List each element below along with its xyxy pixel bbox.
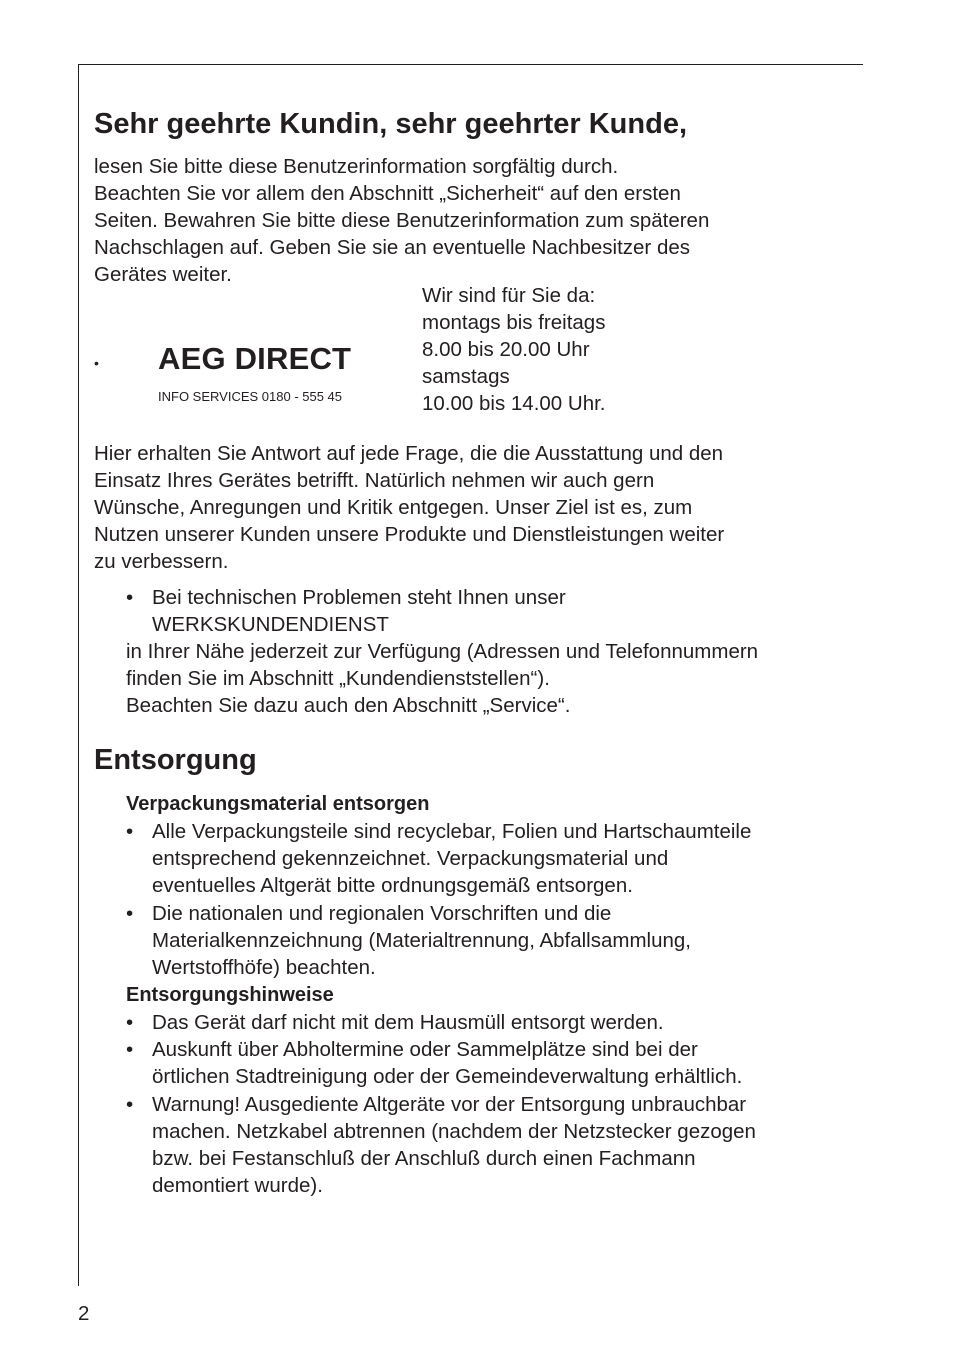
hours-line: montags bis freitags — [422, 311, 606, 334]
list-bullet: • — [126, 1011, 134, 1034]
list-item-line: Materialkennzeichnung (Materialtrennung, Abfallsammlung, — [152, 929, 691, 952]
list-item-line: machen. Netzkabel abtrennen (nachdem der Netzstecker gezogen — [152, 1120, 756, 1143]
answer-line: Wünsche, Anregungen und Kritik entgegen. Unser Ziel ist es, zum — [94, 496, 693, 519]
list-item-line: Das Gerät darf nicht mit dem Hausmüll entsorgt werden. — [152, 1011, 664, 1034]
entsorgung-heading: Entsorgung — [94, 744, 257, 776]
list-item-line: örtlichen Stadtreinigung oder der Gemeindeverwaltung erhältlich. — [152, 1065, 743, 1088]
aeg-info-services: INFO SERVICES 0180 - 555 45 — [158, 389, 343, 404]
answer-line: Hier erhalten Sie Antwort auf jede Frage, die die Ausstattung und den — [94, 442, 724, 465]
list-item — [152, 1009, 664, 1036]
list-item-line: eventuelles Altgerät bitte ordnungsgemäß entsorgen. — [152, 874, 633, 897]
answer-line: Nutzen unserer Kunden unsere Produkte und Dienstleistungen weiter — [94, 523, 725, 546]
aeg-bullet: • — [94, 355, 99, 371]
service-hours — [422, 282, 606, 417]
service-line: Bei technischen Problemen steht Ihnen unser — [152, 586, 566, 609]
list-item — [152, 818, 751, 899]
list-item-line: demontiert wurde). — [152, 1174, 323, 1197]
intro-paragraph — [94, 153, 709, 288]
page-number: 2 — [78, 1302, 90, 1325]
list-item — [152, 1091, 756, 1199]
service-line: finden Sie im Abschnitt „Kundendienststellen“). — [126, 667, 550, 690]
hours-line: samstags — [422, 365, 510, 388]
list-item — [152, 900, 691, 981]
service-line: in Ihrer Nähe jederzeit zur Verfügung (Adressen und Telefonnummern — [126, 640, 759, 663]
list-item-line: entsprechend gekennzeichnet. Verpackungsmaterial und — [152, 847, 669, 870]
hours-line: 8.00 bis 20.00 Uhr — [422, 338, 590, 361]
list-item — [152, 1036, 742, 1090]
list-item-line: Die nationalen und regionalen Vorschriften und die — [152, 902, 612, 925]
list-bullet: • — [126, 586, 134, 609]
page-frame-top-rule — [78, 64, 863, 65]
list-bullet: • — [126, 820, 134, 843]
list-bullet: • — [126, 902, 134, 925]
answer-paragraph — [94, 440, 724, 575]
answer-line: Einsatz Ihres Gerätes betrifft. Natürlich nehmen wir auch gern — [94, 469, 655, 492]
intro-line: Seiten. Bewahren Sie bitte diese Benutzerinformation zum späteren — [94, 209, 710, 232]
intro-line: Beachten Sie vor allem den Abschnitt „Sicherheit“ auf den ersten — [94, 182, 681, 205]
list-bullet: • — [126, 1038, 134, 1061]
service-line: WERKSKUNDENDIENST — [152, 613, 389, 636]
list-item-line: Warnung! Ausgediente Altgeräte vor der Entsorgung unbrauchbar — [152, 1093, 747, 1116]
list-item-line: Alle Verpackungsteile sind recyclebar, Folien und Hartschaumteile — [152, 820, 752, 843]
hours-line: Wir sind für Sie da: — [422, 284, 596, 307]
intro-line: Gerätes weiter. — [94, 263, 232, 286]
disposal-subheading: Entsorgungshinweise — [126, 984, 334, 1006]
answer-line: zu verbessern. — [94, 550, 229, 573]
service-line: Beachten Sie dazu auch den Abschnitt „Service“. — [126, 694, 571, 717]
packaging-subheading: Verpackungsmaterial entsorgen — [126, 793, 430, 815]
page-frame-left-rule — [78, 64, 79, 1286]
list-item-line: Auskunft über Abholtermine oder Sammelplätze sind bei der — [152, 1038, 698, 1061]
list-bullet: • — [126, 1093, 134, 1116]
list-item-line: bzw. bei Festanschluß der Anschluß durch einen Fachmann — [152, 1147, 696, 1170]
hours-line: 10.00 bis 14.00 Uhr. — [422, 392, 606, 415]
service-bullet-text — [152, 584, 566, 638]
intro-line: Nachschlagen auf. Geben Sie sie an eventuelle Nachbesitzer des — [94, 236, 691, 259]
aeg-direct-logo: AEG DIRECT — [158, 341, 352, 376]
service-follow-text — [126, 638, 758, 719]
list-item-line: Wertstoffhöfe) beachten. — [152, 956, 376, 979]
intro-line: lesen Sie bitte diese Benutzerinformation sorgfältig durch. — [94, 155, 619, 178]
greeting-heading: Sehr geehrte Kundin, sehr geehrter Kunde, — [94, 108, 687, 140]
